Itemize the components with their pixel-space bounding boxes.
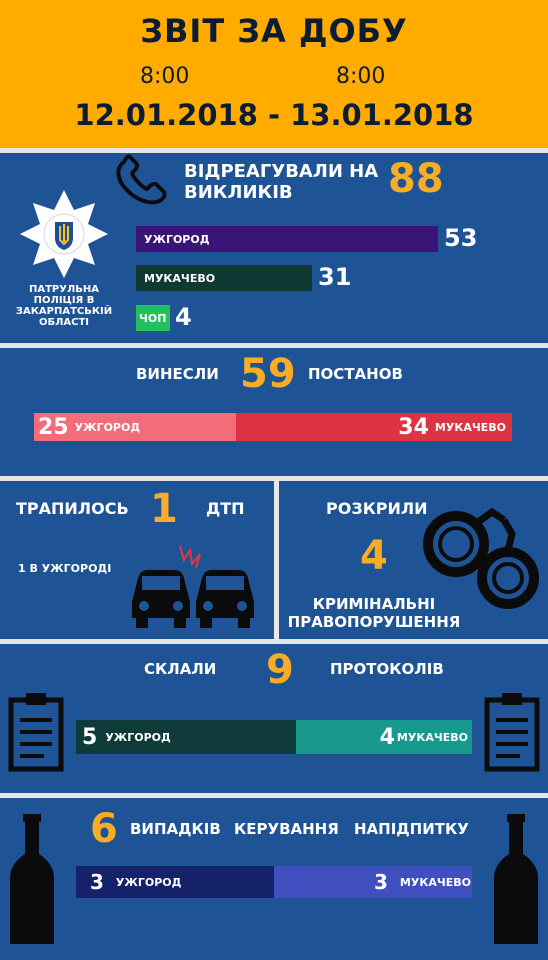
resolutions-label-right: ПОСТАНОВ [308, 365, 403, 383]
protocols-right-value: 4 [379, 724, 395, 750]
police-badge-icon [12, 186, 116, 286]
resolutions-total: 59 [240, 351, 296, 397]
header [0, 0, 548, 148]
drunk-bar-right [274, 866, 472, 898]
bottle-icon [6, 814, 58, 948]
logo-text: ПАТРУЛЬНА ПОЛІЦІЯ В ЗАКАРПАТСЬКІЙ ОБЛАСТІ [15, 284, 113, 328]
divider [0, 639, 548, 644]
crimes-total: 4 [360, 533, 388, 579]
date-range: 12.01.2018 - 13.01.2018 [74, 98, 474, 132]
handcuffs-icon [416, 498, 542, 616]
divider [0, 148, 548, 153]
accidents-total: 1 [150, 486, 178, 532]
vertical-divider [274, 481, 279, 639]
calls-label: ВІДРЕАГУВАЛИ НА ВИКЛИКІВ [184, 161, 379, 203]
drunk-label-3: НАПІДПИТКУ [354, 820, 469, 838]
drunk-left-value: 3 [90, 870, 104, 894]
divider [0, 793, 548, 798]
resolutions-left-value: 25 [38, 414, 69, 440]
time-start: 8:00 [140, 64, 190, 89]
phone-icon [112, 154, 178, 208]
bottle-icon [490, 814, 542, 948]
accidents-label-right: ДТП [206, 499, 245, 518]
resolutions-label-left: ВИНЕСЛИ [136, 365, 219, 383]
protocols-bar-right [296, 720, 472, 754]
protocols-label-right: ПРОТОКОЛІВ [330, 660, 444, 678]
calls-value-mukachevo: 31 [318, 263, 352, 291]
car-crash-icon [128, 540, 262, 630]
calls-bar-chop [136, 305, 170, 331]
clipboard-icon [484, 690, 540, 772]
drunk-bar-left [76, 866, 274, 898]
protocols-bar-left [76, 720, 296, 754]
calls-bar-uzhhorod [136, 226, 438, 252]
report-title: ЗВІТ ЗА ДОБУ [140, 12, 408, 50]
drunk-total: 6 [90, 806, 118, 852]
resolutions-bar-right [236, 413, 512, 441]
calls-bar-mukachevo [136, 265, 312, 291]
calls-city-mukachevo: МУКАЧЕВО [144, 271, 216, 285]
time-end: 8:00 [336, 64, 386, 89]
calls-total: 88 [388, 156, 444, 202]
protocols-left-city: УЖГОРОД [105, 730, 171, 744]
accidents-label-left: ТРАПИЛОСЬ [16, 499, 129, 518]
protocols-right-city: МУКАЧЕВО [396, 730, 468, 744]
drunk-right-value: 3 [374, 870, 388, 894]
resolutions-bar-left [34, 413, 236, 441]
calls-value-uzhhorod: 53 [444, 224, 478, 252]
accidents-detail: 1 В УЖГОРОДІ [18, 562, 112, 575]
resolutions-right-city: МУКАЧЕВО [434, 420, 506, 434]
calls-value-chop: 4 [175, 303, 192, 331]
crimes-label: РОЗКРИЛИ [326, 499, 428, 518]
drunk-label-1: ВИПАДКІВ [130, 820, 221, 838]
clipboard-icon [8, 690, 64, 772]
calls-city-chop: ЧОП [139, 311, 167, 325]
drunk-right-city: МУКАЧЕВО [399, 875, 471, 889]
protocols-label-left: СКЛАЛИ [144, 660, 217, 678]
calls-city-uzhhorod: УЖГОРОД [144, 232, 210, 246]
crimes-detail: КРИМІНАЛЬНІ ПРАВОПОРУШЕННЯ [287, 595, 461, 631]
police-logo [12, 186, 116, 286]
protocols-left-value: 5 [82, 724, 98, 750]
resolutions-right-value: 34 [398, 414, 429, 440]
divider [0, 343, 548, 348]
protocols-total: 9 [266, 647, 294, 693]
resolutions-left-city: УЖГОРОД [74, 420, 141, 434]
drunk-left-city: УЖГОРОД [115, 875, 182, 889]
drunk-label-2: КЕРУВАННЯ [234, 820, 339, 838]
